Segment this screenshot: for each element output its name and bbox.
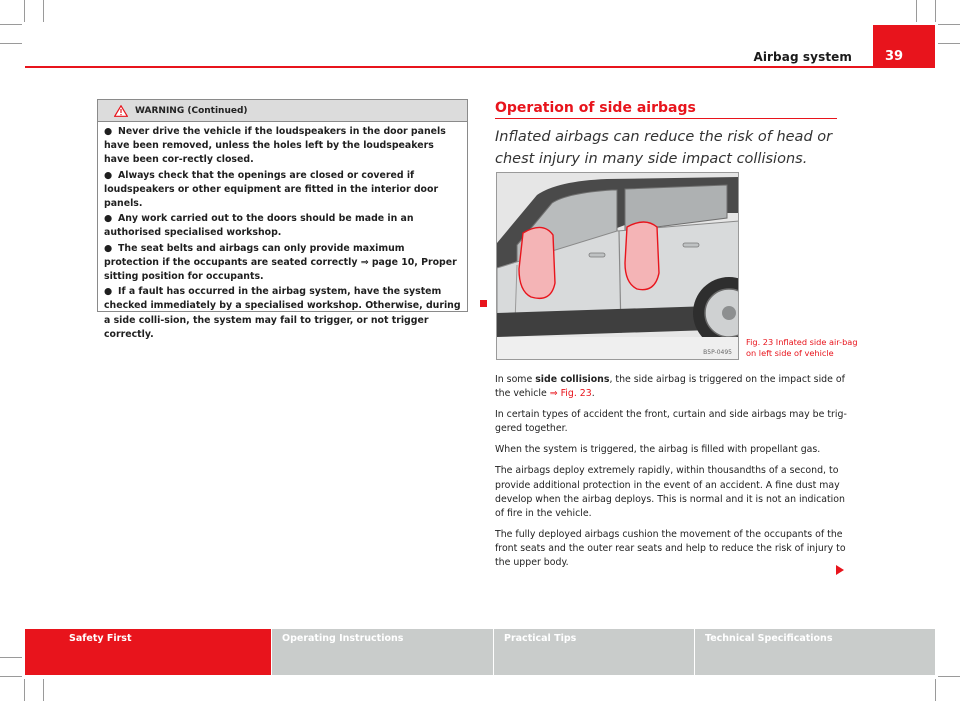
crop-mark bbox=[0, 657, 22, 658]
warning-item-text: Always check that the openings are closed or covered if loudspeakers or other equipment are fitted in the interior door panels. bbox=[104, 169, 439, 210]
paragraph: In certain types of accident the front, curtain and side airbags may be trig-gered together. bbox=[495, 409, 847, 435]
warning-item-text: The seat belts and airbags can only provide maximum protection if the occupants are seated correctly ⇒ page 10, Proper sitting position for occupants. bbox=[104, 242, 457, 283]
warning-item bbox=[104, 212, 461, 240]
warning-item bbox=[104, 242, 461, 285]
running-header: Airbag system bbox=[753, 50, 852, 64]
page-number: 39 bbox=[873, 25, 935, 68]
paragraph bbox=[495, 373, 850, 401]
bullet: ● bbox=[104, 213, 113, 225]
bullet: ● bbox=[104, 169, 113, 181]
crop-mark bbox=[24, 0, 25, 22]
bullet: ● bbox=[104, 126, 113, 137]
section-rule bbox=[495, 118, 837, 119]
crop-mark bbox=[0, 676, 22, 677]
bullet: ● bbox=[104, 286, 113, 298]
section-title: Operation of side airbags bbox=[495, 100, 696, 116]
tab-safety-first[interactable]: Safety First bbox=[25, 629, 271, 675]
crop-mark bbox=[43, 0, 44, 22]
crop-mark bbox=[938, 676, 960, 677]
end-of-warning-marker bbox=[480, 300, 487, 307]
crop-mark bbox=[0, 43, 22, 44]
warning-list bbox=[98, 122, 467, 342]
header-rule bbox=[25, 66, 935, 68]
paragraph: The fully deployed airbags cushion the movement of the occupants of the front seats and the outer rear seats and help to reduce the risk of injury to the upper body. bbox=[495, 528, 846, 569]
warning-item-text: If a fault has occurred in the airbag system, have the system checked immediately by a specialised workshop. Otherwise, during a side colli-sion, the system may fail to trigger, or not trigger correctly. bbox=[104, 286, 461, 340]
paragraph: The airbags deploy extremely rapidly, within thousandths of a second, to provide additional protection in the event of an accident. A fine dust may develop when the airbag deploys. This is normal and it is not an indication of fire in the vehicle. bbox=[495, 465, 845, 519]
warning-item-text: Never drive the vehicle if the loudspeakers in the door panels have been removed, unless the holes left by the loudspeakers have been cor-rectly closed. bbox=[104, 126, 446, 166]
crop-mark bbox=[935, 679, 936, 701]
tab-operating-instructions[interactable]: Operating Instructions bbox=[272, 629, 493, 675]
warning-triangle-icon bbox=[114, 105, 128, 117]
figure-23 bbox=[496, 172, 739, 360]
crop-mark bbox=[935, 0, 936, 22]
warning-title: WARNING (Continued) bbox=[135, 105, 248, 116]
paragraph: When the system is triggered, the airbag is filled with propellant gas. bbox=[495, 444, 821, 456]
car-side-airbag-illustration bbox=[497, 173, 739, 360]
text: In some bbox=[495, 374, 536, 385]
figure-code: B5P-0495 bbox=[703, 349, 732, 356]
bold-term: side collisions bbox=[535, 374, 610, 385]
crop-mark bbox=[938, 43, 960, 44]
text: . bbox=[591, 388, 595, 400]
footer-tabs bbox=[25, 629, 935, 675]
text: , the side airbag is triggered on the impact side of the vehicle bbox=[495, 374, 845, 400]
warning-header bbox=[98, 100, 467, 122]
crop-mark bbox=[0, 24, 22, 25]
warning-item bbox=[104, 125, 461, 168]
crop-mark bbox=[24, 679, 25, 701]
section-intro: Inflated airbags can reduce the risk of head or chest injury in many side impact collisions. bbox=[495, 129, 833, 167]
tab-technical-specifications[interactable]: Technical Specifications bbox=[695, 629, 935, 675]
figure-caption: Fig. 23 Inflated side air-bag on left side of vehicle bbox=[746, 337, 858, 358]
tab-practical-tips[interactable]: Practical Tips bbox=[494, 629, 694, 675]
crop-mark bbox=[938, 24, 960, 25]
crop-mark bbox=[43, 679, 44, 701]
continue-arrow-icon bbox=[836, 565, 844, 575]
body-text bbox=[495, 373, 850, 577]
crop-mark bbox=[916, 0, 917, 22]
bullet: ● bbox=[104, 242, 113, 254]
warning-item-text: Any work carried out to the doors should be made in an authorised specialised workshop. bbox=[104, 213, 414, 239]
warning-item bbox=[104, 169, 461, 212]
warning-item bbox=[104, 285, 461, 342]
warning-box bbox=[97, 99, 468, 340]
figure-reference-link[interactable]: ⇒ Fig. 23 bbox=[549, 388, 592, 400]
